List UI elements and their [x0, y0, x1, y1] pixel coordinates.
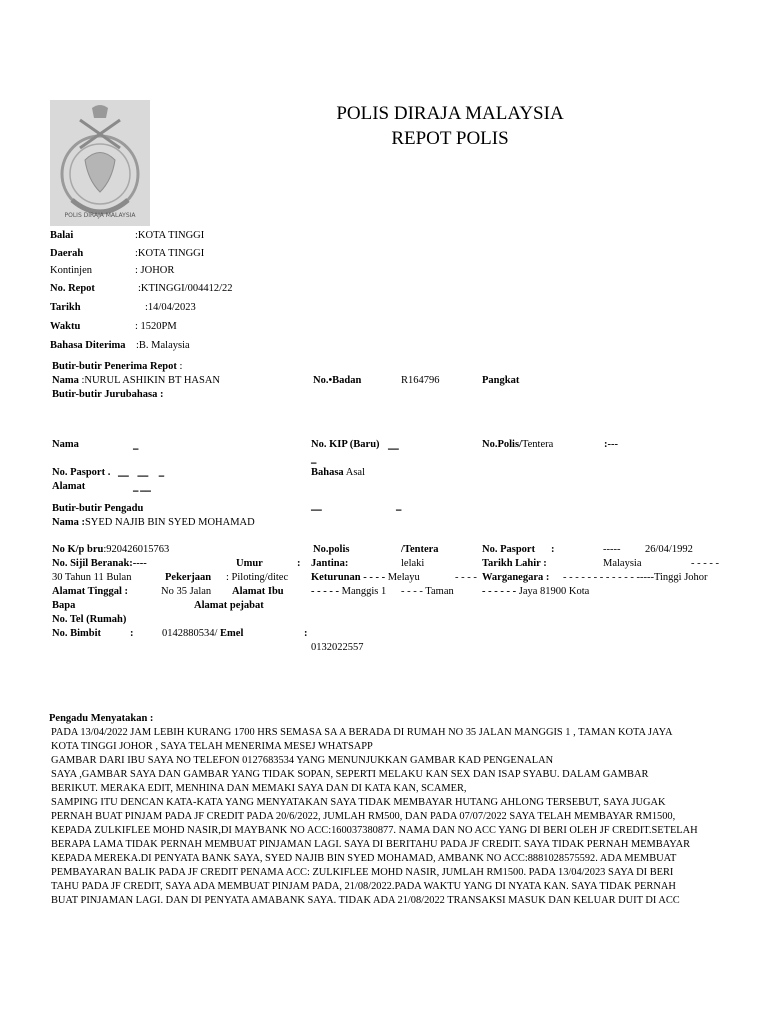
- jurubahasa-polis-label: No.Polis/: [482, 439, 522, 450]
- pengadu-pasport-label: No. Pasport: [482, 544, 536, 555]
- pengadu-mark-1: ▁▁: [311, 503, 322, 511]
- jurubahasa-alamat-label: Alamat: [52, 481, 86, 492]
- pengadu-nama-label: Nama :: [52, 517, 85, 528]
- repot-label: No. Repot: [50, 283, 95, 294]
- statement-line: KEPADA ZULKIFLEE MOHD NASIR,DI MAYBANK NO ACC:160037380877. NAMA DAN NO ACC YANG DI BERI OLEH JF CREDIT.SETELAH: [51, 825, 698, 836]
- svg-text:POLIS DIRAJA MALAYSIA: POLIS DIRAJA MALAYSIA: [64, 212, 136, 219]
- jurubahasa-pasport-label: No. Pasport .: [52, 467, 111, 478]
- badan-label: No.•Badan: [313, 375, 362, 386]
- pengadu-nama-row: [52, 517, 255, 528]
- waktu-label: Waktu: [50, 321, 81, 332]
- org-title: POLIS DIRAJA MALAYSIA: [336, 103, 564, 124]
- statement-heading: Pengadu Menyatakan :: [49, 713, 154, 724]
- bahasa-label: Bahasa Diterima: [50, 340, 126, 351]
- statement-line: BUAT PINJAMAN LAGI. DAN DI PENYATA AMABANK SAYA. TIDAK ADA 21/08/2022 TRANSAKSI MASUK DAN KELUAR DUIT DI ACC: [51, 895, 680, 906]
- bahasa-value: :B. Malaysia: [136, 340, 190, 351]
- jurubahasa-heading: Butir-butir Jurubahasa :: [52, 389, 164, 400]
- umur-label: Umur: [236, 558, 263, 569]
- police-crest-logo: [50, 100, 150, 226]
- pengadu-pasport-date: 26/04/1992: [645, 544, 693, 555]
- kip-mark: ▁▁: [388, 442, 399, 450]
- warga-value: - - - - - - - - - - - - -----Tinggi Johor: [563, 572, 708, 583]
- kontinjen-value: : JOHOR: [135, 265, 175, 276]
- jurubahasa-nama-mark: ▁: [133, 442, 139, 450]
- tentera-label: /Tentera: [401, 544, 439, 555]
- ibu-label: Alamat Ibu: [232, 586, 284, 597]
- kp-row: [52, 544, 169, 555]
- ibu-value: Manggis 1: [338, 586, 387, 597]
- statement-line: SAYA ,GAMBAR SAYA DAN GAMBAR YANG TIDAK SOPAN, SEPERTI MELAKU KAN SEX DAN ISAP SYABU. DALAM GAMBAR: [51, 769, 649, 780]
- ibu-dash: - - - - -: [311, 586, 339, 597]
- daerah-value: :KOTA TINGGI: [135, 248, 205, 259]
- penerima-nama-label: Nama: [52, 375, 79, 386]
- sijil-value: ----: [132, 558, 147, 569]
- kip-label: No. KIP (Baru): [311, 439, 380, 450]
- waktu-value: : 1520PM: [135, 321, 177, 332]
- nopolis-label: No.polis: [313, 544, 350, 555]
- badan-value: R164796: [401, 375, 440, 386]
- statement-line: PADA 13/04/2022 JAM LEBIH KURANG 1700 HRS SEMASA SA A BERADA DI RUMAH NO 35 JALAN MANGGIS 1 , TAMAN KOTA JAYA: [51, 727, 673, 738]
- penerima-nama-value: :NURUL ASHIKIN BT HASAN: [78, 375, 221, 386]
- umur-colon: :: [297, 558, 301, 569]
- pengadu-heading: Butir-butir Pengadu: [52, 503, 144, 514]
- kota-row: [482, 586, 589, 597]
- kota-value: Jaya 81900 Kota: [516, 586, 590, 597]
- statement-line: BERAPA LAMA TIDAK PERNAH MEMBUAT PINJAMAN LAGI. SAYA DI BERITAHU PADA JF CREDIT. SAYA TIDAK PERNAH MEMBAYAR: [51, 839, 691, 850]
- alamat-marks: ▁ ▁▁: [133, 484, 151, 492]
- ibu-row-2: [401, 586, 454, 597]
- jurubahasa-polis-value: :---: [604, 439, 618, 450]
- small-mark: ▁: [311, 456, 317, 464]
- warga-label: Warganegara :: [482, 572, 550, 583]
- jantina-value: lelaki: [401, 558, 425, 569]
- ibu-dash-2: - - - -: [401, 586, 423, 597]
- bimbit-row: [162, 628, 243, 639]
- emel-label: Emel: [217, 628, 244, 639]
- penerima-heading: Butir-butir Penerima Repot: [52, 361, 177, 372]
- sijil-row: [52, 558, 147, 569]
- statement-line: BERIKUT. MERAKA EDIT, MENHINA DAN MEMAKI SAYA DAN DI KATA KAN, SCAMER,: [51, 783, 467, 794]
- keturunan-dash: - - - -: [363, 572, 386, 583]
- rumah-label: No. Tel (Rumah): [52, 614, 127, 625]
- doc-title: REPOT POLIS: [391, 128, 509, 149]
- statement-line: PEMBAYARAN BALIK PADA JF CREDIT PENAMA ACC: ZULKIFLEE MOHD NASIR, JUMLAH RM1500. PADA 13/04/2023 SAYA DI BERI: [51, 867, 674, 878]
- bimbit-colon: :: [130, 628, 134, 639]
- lahir-value: Malaysia: [603, 558, 642, 569]
- kontinjen-label: Kontinjen: [50, 265, 92, 276]
- keturunan-dash-2: - - - -: [455, 572, 477, 583]
- statement-line: KOTA TINGGI JOHOR , SAYA TELAH MENERIMA MESEJ WHATSAPP: [51, 741, 373, 752]
- lahir-label: Tarikh Lahir :: [482, 558, 547, 569]
- bimbit-label: No. Bimbit: [52, 628, 102, 639]
- pengadu-pasport-dash: -----: [603, 544, 621, 555]
- kota-dash: - - - - - -: [482, 586, 517, 597]
- sijil-label: No. Sijil Beranak:: [52, 558, 133, 569]
- repot-value: :KTINGGI/004412/22: [138, 283, 233, 294]
- pejabat-label: Alamat pejabat: [194, 600, 264, 611]
- ibu-row: [311, 586, 386, 597]
- bimbit-value: 0142880534/: [162, 628, 218, 639]
- pangkat-label: Pangkat: [482, 375, 520, 386]
- balai-value: :KOTA TINGGI: [135, 230, 205, 241]
- tarikh-label: Tarikh: [50, 302, 81, 313]
- jurubahasa-polis-tail: Tentera: [521, 439, 554, 450]
- pengadu-pasport-colon: :: [551, 544, 555, 555]
- pasport-marks: ▁▁ ▁▁ ▁: [118, 469, 165, 477]
- jurubahasa-bahasa-label: Bahasa: [311, 467, 344, 478]
- jantina-label: Jantina:: [311, 558, 349, 569]
- balai-label: Balai: [50, 230, 74, 241]
- pengadu-mark-2: ▁: [396, 503, 402, 511]
- keturunan-row: [311, 572, 420, 583]
- emel-colon: :: [304, 628, 308, 639]
- kp-value: :920426015763: [103, 544, 170, 555]
- statement-line: TAHU PADA JF CREDIT, SAYA ADA MEMBUAT PINJAM PADA, 21/08/2022.PADA WAKTU YANG DI NYATA KAN. SAYA TIDAK PERNAH: [51, 881, 676, 892]
- umur-value: 30 Tahun 11 Bulan: [52, 572, 132, 583]
- pekerjaan-value: : Piloting/ditec: [226, 572, 289, 583]
- jurubahasa-bahasa-row: [311, 467, 365, 478]
- penerima-nama-row: [52, 375, 220, 386]
- daerah-label: Daerah: [50, 248, 84, 259]
- penerima-heading-row: [52, 361, 182, 372]
- pekerjaan-label: Pekerjaan: [165, 572, 212, 583]
- pengadu-nama-value: SYED NAJIB BIN SYED MOHAMAD: [84, 517, 255, 528]
- tinggal-label: Alamat Tinggal :: [52, 586, 129, 597]
- jurubahasa-nama-label: Nama: [52, 439, 79, 450]
- statement-line: SAMPING ITU DENCAN KATA-KATA YANG MENYATAKAN SAYA TIDAK MEMBAYAR HUTANG AHLONG TERSEBUT, SAYA JUGAK: [51, 797, 666, 808]
- penerima-heading-colon: :: [176, 361, 183, 372]
- statement-line: GAMBAR DARI IBU SAYA NO TELEFON 0127683534 YANG MENUNJUKKAN GAMBAR KAD PENGENALAN: [51, 755, 554, 766]
- keturunan-label: Keturunan: [311, 572, 361, 583]
- jurubahasa-bahasa-value: Asal: [343, 467, 365, 478]
- jurubahasa-polis-row: [482, 439, 553, 450]
- statement-line: PERNAH BUAT PINJAM PADA JF CREDIT PADA 20/6/2022, JUMLAH RM500, DAN PADA 07/07/2022 SAYA TELAH MEMBAYAR RM1500,: [51, 811, 676, 822]
- tarikh-value: :14/04/2023: [145, 302, 196, 313]
- statement-line: KEPADA MEREKA.DI PENYATA BANK SAYA, SYED NAJIB BIN SYED MOHAMAD, AMBANK NO ACC:8881028575592. ADA MEMBUAT: [51, 853, 677, 864]
- phone-2: 0132022557: [311, 642, 364, 653]
- lahir-dash: - - - - -: [691, 558, 719, 569]
- keturunan-value: Melayu: [385, 572, 420, 583]
- bapa-label: Bapa: [52, 600, 76, 611]
- ibu-value-2: Taman: [422, 586, 454, 597]
- kp-label: No K/p bru: [52, 544, 104, 555]
- tinggal-value: No 35 Jalan: [161, 586, 212, 597]
